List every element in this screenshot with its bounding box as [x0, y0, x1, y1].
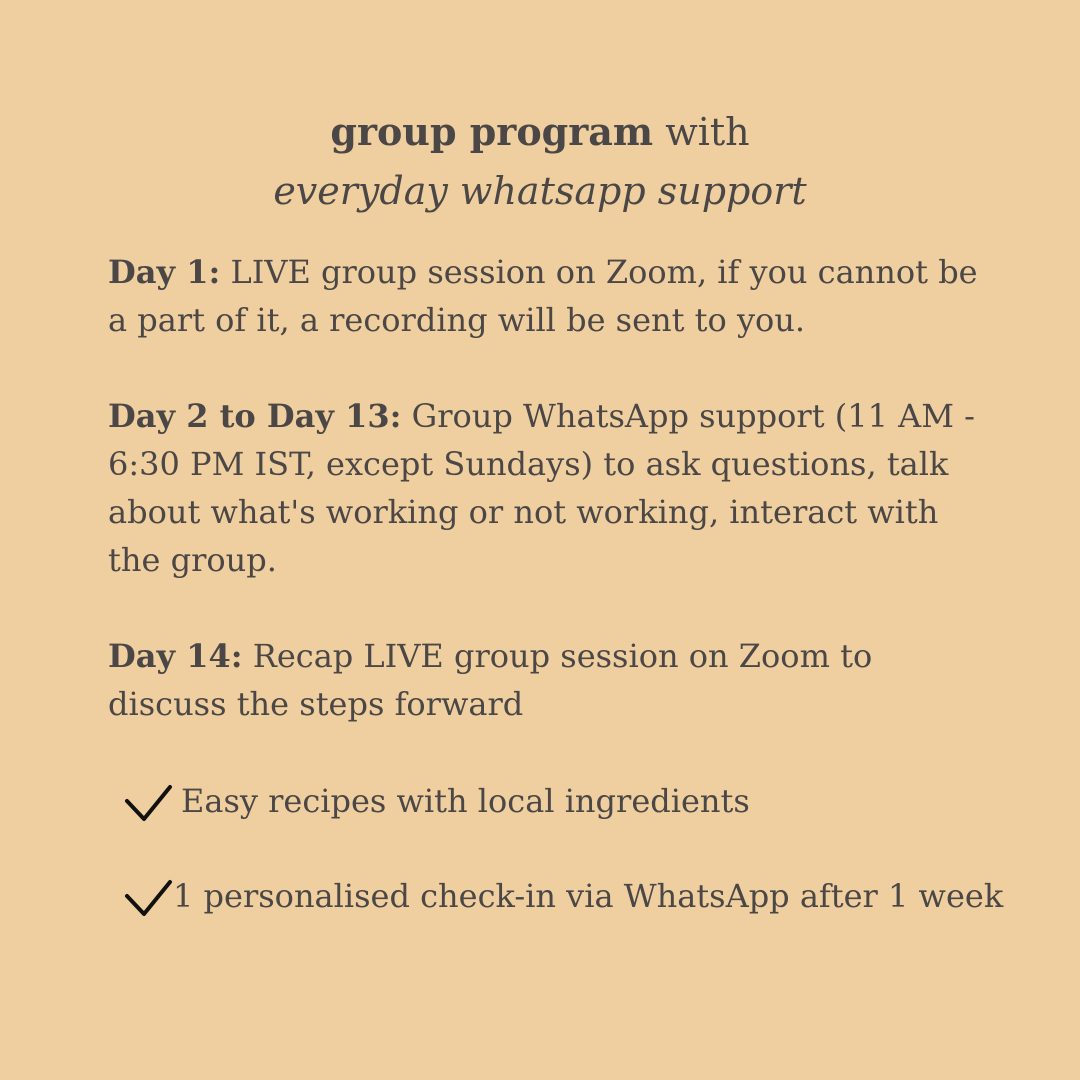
checklist-item-text: 1 personalised check-in via WhatsApp after 1 week [173, 877, 1004, 915]
day-14-text: Recap LIVE group session on Zoom to discuss the steps forward [108, 637, 873, 723]
checkmark-icon [124, 876, 174, 920]
title-rest: with [653, 110, 750, 154]
day-1-label: Day 1: [108, 253, 221, 291]
day-14-label: Day 14: [108, 637, 243, 675]
title-bold: group program [330, 109, 654, 154]
day-1-text: LIVE group session on Zoom, if you cannot be a part of it, a recording will be sent to you. [108, 253, 978, 339]
page-subtitle: everyday whatsapp support [273, 169, 807, 213]
day-1-section [108, 248, 978, 344]
day-2-13-section [108, 392, 978, 584]
day-14-section [108, 632, 978, 728]
checkmark-icon [124, 781, 174, 825]
checklist-item-text: Easy recipes with local ingredients [181, 782, 750, 820]
day-2-13-label: Day 2 to Day 13: [108, 397, 402, 435]
day-2-13-text: Group WhatsApp support (11 AM - 6:30 PM IST, except Sundays) to ask questions, talk about what's working or not working, interact with the group. [108, 397, 975, 579]
page-title [0, 106, 1080, 158]
